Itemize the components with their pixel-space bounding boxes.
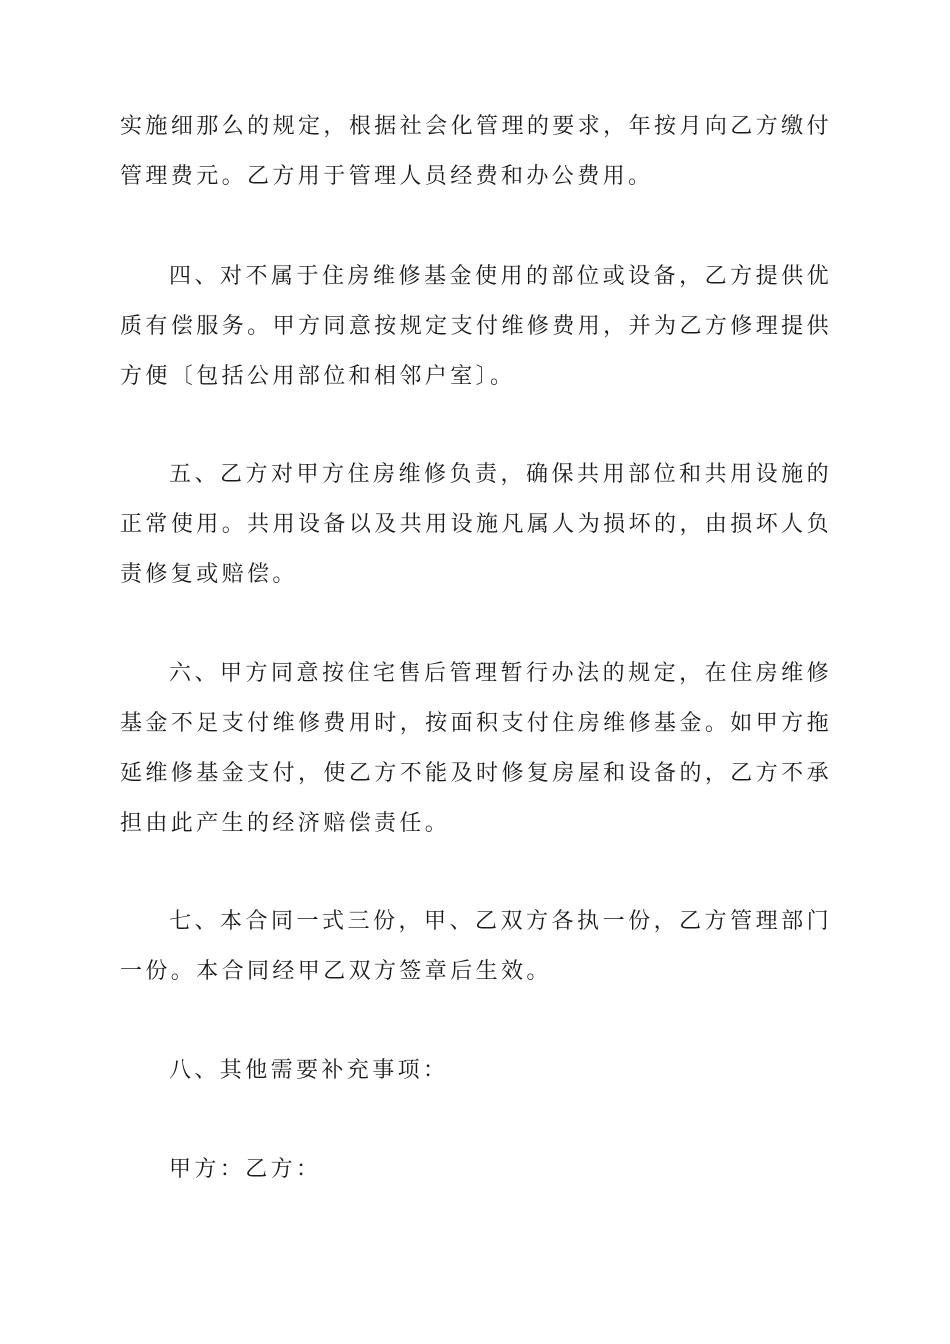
paragraph-clause-7: 七、本合同一式三份，甲、乙双方各执一份，乙方管理部门一份。本合同经甲乙双方签章后生效。 xyxy=(120,909,832,984)
paragraph-clause-8: 八、其他需要补充事项： xyxy=(169,1058,449,1083)
paragraph-clause-6: 六、甲方同意按住宅售后管理暂行办法的规定，在住房维修基金不足支付维修费用时，按面积支付住房维修基金。如甲方拖延维修基金支付，使乙方不能及时修复房屋和设备的，乙方不承担由此产生的经济赔偿责任。 xyxy=(120,661,832,836)
signature-line: 甲方：乙方： xyxy=(169,1157,322,1182)
paragraph-clause-4: 四、对不属于住房维修基金使用的部位或设备，乙方提供优质有偿服务。甲方同意按规定支付维修费用，并为乙方修理提供方便〔包括公用部位和相邻户室〕。 xyxy=(120,264,832,389)
paragraph-clause-5: 五、乙方对甲方住房维修负责，确保共用部位和共用设施的正常使用。共用设备以及共用设施凡属人为损坏的，由损坏人负责修复或赔偿。 xyxy=(120,462,832,587)
paragraph-management-fee: 实施细那么的规定，根据社会化管理的要求，年按月向乙方缴付管理费元。乙方用于管理人员经费和办公费用。 xyxy=(120,114,832,189)
